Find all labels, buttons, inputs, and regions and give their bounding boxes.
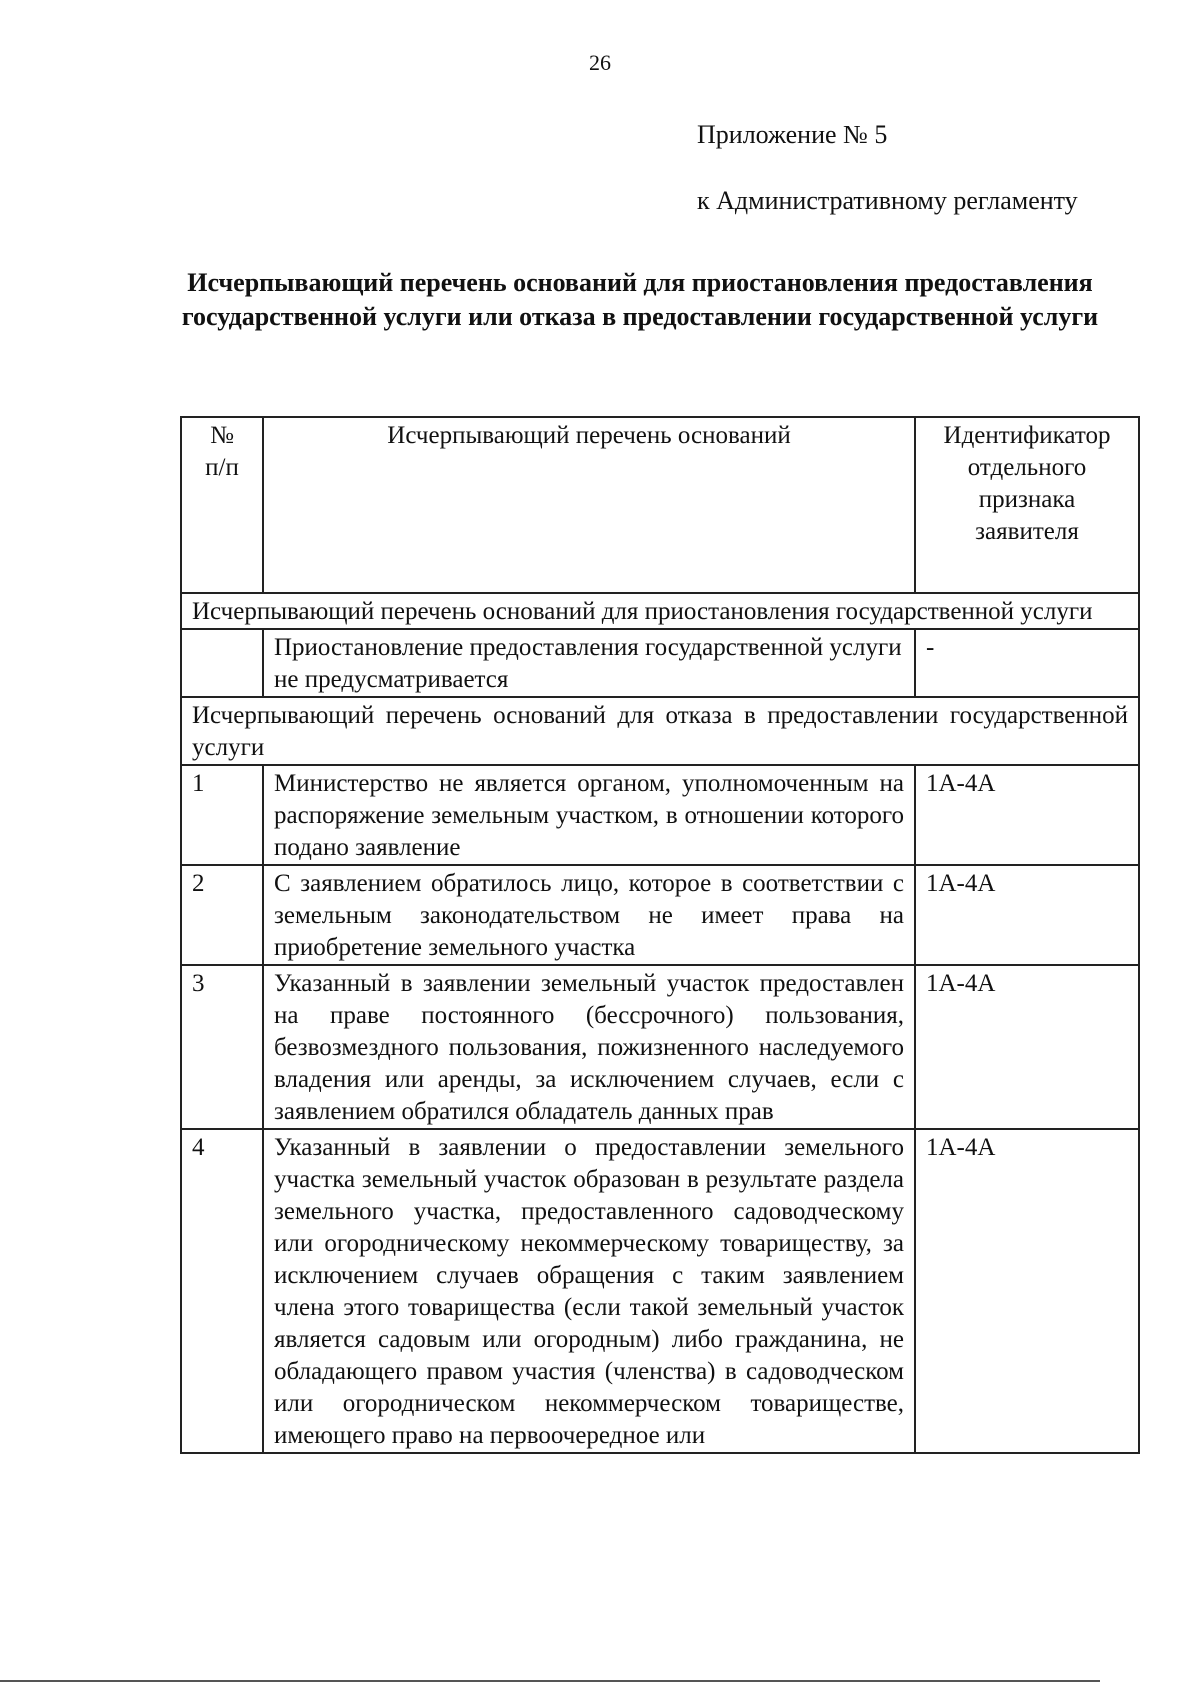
bottom-scan-edge	[0, 1680, 1100, 1682]
row-number	[181, 629, 263, 697]
row-identifier: 1А-4А	[915, 865, 1139, 965]
row-text: С заявлением обратилось лицо, которое в соответствии с земельным законодательством не имеет права на приобретение земельного участка	[263, 865, 915, 965]
table-row	[181, 765, 1139, 865]
table-row	[181, 965, 1139, 1129]
row-identifier: 1А-4А	[915, 1129, 1139, 1453]
section-heading-suspension: Исчерпывающий перечень оснований для приостановления государственной услуги	[181, 593, 1139, 629]
section-heading-refusal: Исчерпывающий перечень оснований для отказа в предоставлении государственной услуги	[181, 697, 1139, 765]
appendix-reference: к Административному регламенту	[697, 186, 1078, 215]
row-identifier: 1А-4А	[915, 965, 1139, 1129]
table-row	[181, 1129, 1139, 1453]
table-row	[181, 865, 1139, 965]
row-identifier: -	[915, 629, 1139, 697]
row-text: Приостановление предоставления государственной услуги не предусматривается	[263, 629, 915, 697]
header-grounds: Исчерпывающий перечень оснований	[263, 417, 915, 593]
section-row-suspension	[181, 593, 1139, 629]
row-number: 1	[181, 765, 263, 865]
appendix-number: Приложение № 5	[697, 120, 888, 149]
row-text: Указанный в заявлении земельный участок предоставлен на праве постоянного (бессрочного) пользования, безвозмездного пользования, пожизненного наследуемого владения или аренды, за исключением случаев, если с заявлением обратился обладатель данных прав	[263, 965, 915, 1129]
row-number: 2	[181, 865, 263, 965]
row-number: 4	[181, 1129, 263, 1453]
table-header-row	[181, 417, 1139, 593]
table-row	[181, 629, 1139, 697]
header-identifier: Идентификатор отдельного признака заявителя	[915, 417, 1139, 593]
document-title: Исчерпывающий перечень оснований для приостановления предоставления государственной услуги или отказа в предоставлении государственной услуги	[181, 268, 1099, 331]
grounds-table	[180, 416, 1140, 1454]
row-text: Министерство не является органом, уполномоченным на распоряжение земельным участком, в отношении которого подано заявление	[263, 765, 915, 865]
row-identifier: 1А-4А	[915, 765, 1139, 865]
row-number: 3	[181, 965, 263, 1129]
row-text: Указанный в заявлении о предоставлении земельного участка земельный участок образован в результате раздела земельного участка, предоставленного садоводческому или огородническому некоммерческому товариществу, за исключением случаев обращения с таким заявлением члена этого товарищества (если такой земельный участок является садовым или огородным) либо гражданина, не обладающего правом участия (членства) в садоводческом или огородническом некоммерческом товариществе, имеющего право на первоочередное или	[263, 1129, 915, 1453]
header-number: № п/п	[181, 417, 263, 593]
section-row-refusal	[181, 697, 1139, 765]
page-number: 26	[589, 50, 611, 75]
